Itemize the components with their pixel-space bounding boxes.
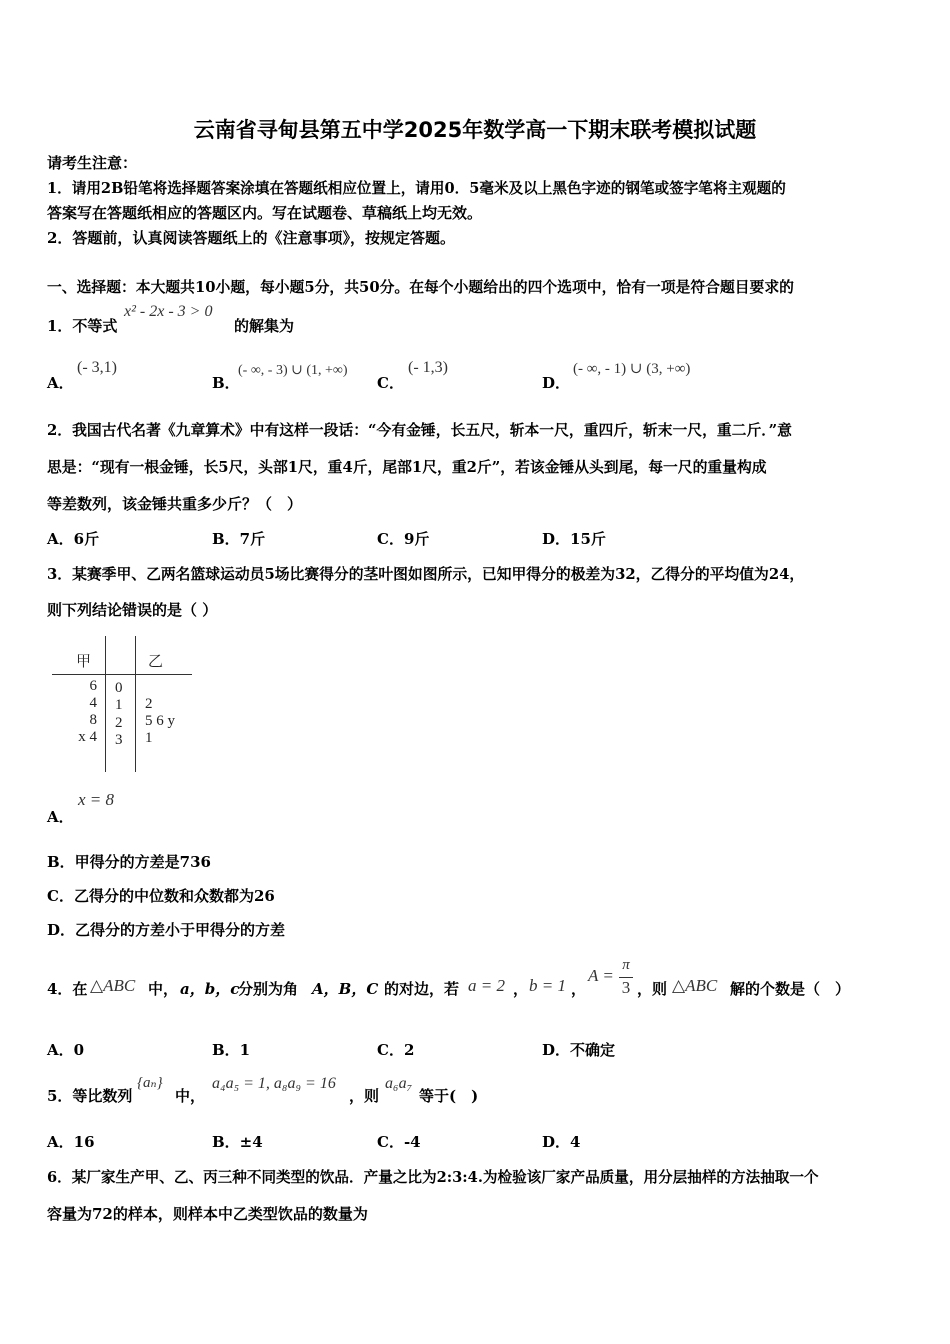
stem: 3 (115, 732, 123, 748)
q5-text-4: 等于( ) (419, 1087, 479, 1105)
notice-heading: 请考生注意： (47, 154, 138, 172)
stem: 0 (115, 680, 123, 696)
notice-line-1a: 1．请用2B铅笔将选择题答案涂填在答题纸相应位置上，请用0．5毫米及以上黑色字迹的钢笔或签字笔将主观题的 (47, 180, 786, 197)
q3-option-b[interactable]: B．甲得分的方差是736 (47, 853, 211, 871)
q1-label-d: D． (542, 374, 571, 392)
q4-three: 3 (621, 978, 631, 997)
q5-sequence: {aₙ} (137, 1075, 163, 1091)
q5-text-1: 5．等比数列 (47, 1087, 133, 1105)
notice-line-1b: 答案写在答题纸相应的答题区内。写在试题卷、草稿纸上均无效。 (47, 204, 483, 222)
stem-leaf-header-line (52, 674, 192, 675)
q4-eq-b: b = 1 (529, 976, 566, 995)
right-leaf: 2 (145, 696, 153, 712)
q2-option-d[interactable]: D．15斤 (542, 530, 606, 548)
q1-option-d[interactable]: (- ∞, - 1) ∪ (3, +∞) (573, 361, 691, 377)
q2-line-1: 2．我国古代名著《九章算术》中有这样一段话：“今有金锤，长五尺，斩本一尺，重四斤，斩末一尺，重二斤．”意 (47, 422, 792, 439)
q6-line-2: 容量为72的样本，则样本中乙类型饮品的数量为 (47, 1205, 368, 1223)
stem-leaf-divider-right (135, 636, 136, 772)
left-leaf: 6 (89, 678, 97, 694)
right-leaf: 5 6 y (145, 713, 175, 729)
q2-option-b[interactable]: B．7斤 (212, 530, 266, 548)
q5-option-c[interactable]: C．-4 (377, 1133, 421, 1151)
q4-text-6: 解的个数是（ ） (730, 980, 851, 998)
q4-abc: a，b，c (180, 980, 240, 998)
q1-option-a[interactable]: (- 3,1) (77, 359, 117, 376)
q3-line-1: 3．某赛季甲、乙两名篮球运动员5场比赛得分的茎叶图如图所示，已知甲得分的极差为32，乙得分的平均值为24， (47, 566, 805, 583)
q1-prefix: 1．不等式 (47, 317, 118, 335)
q4-option-a[interactable]: A．0 (47, 1041, 85, 1059)
q6-line-1: 6．某厂家生产甲、乙、丙三种不同类型的饮品．产量之比为2:3:4.为检验该厂家产品质量，用分层抽样的方法抽取一个 (47, 1169, 819, 1186)
q1-option-b[interactable]: (- ∞, - 3) ∪ (1, +∞) (238, 363, 348, 378)
q5-target: a₆a₇ (385, 1075, 413, 1092)
stem-leaf-left-header: 甲 (76, 654, 92, 670)
page-title: 云南省寻甸县第五中学2025年数学高一下期末联考模拟试题 (193, 118, 757, 142)
q1-option-c[interactable]: (- 1,3) (408, 359, 448, 376)
q5-line (47, 1075, 907, 1109)
notice-line-2: 2．答题前，认真阅读答题纸上的《注意事项》，按规定答题。 (47, 229, 455, 247)
q4-text-1: 4．在 (47, 980, 88, 998)
q4-option-c[interactable]: C．2 (377, 1041, 415, 1059)
q5-text-2: 中， (175, 1087, 206, 1105)
q1-inequality: x² - 2x - 3 > 0 (124, 303, 213, 320)
q5-option-d[interactable]: D．4 (542, 1133, 581, 1151)
q4-text-2: 中， (148, 980, 179, 998)
q4-triangle-abc: △ABC (90, 976, 136, 995)
section-heading: 一、选择题：本大题共10小题，每小题5分，共50分。在每个小题给出的四个选项中，恰有一项是符合题目要求的 (47, 279, 794, 296)
q5-condition: a₄a₅ = 1, a₈a₉ = 16 (212, 1075, 336, 1092)
q2-line-2: 思是：“现有一根金锤，长5尺，头部1尺，重4斤，尾部1尺，重2斤”，若该金锤从头到尾，每一尺的重量构成 (47, 459, 767, 476)
q5-option-a[interactable]: A．16 (47, 1133, 95, 1151)
q4-triangle-abc-2: △ABC (672, 976, 718, 995)
stem: 1 (115, 697, 123, 713)
q4-ABC: A，B，C (312, 980, 379, 998)
left-leaf: 4 (89, 695, 97, 711)
q4-comma-1: ， (513, 980, 529, 998)
left-leaf: 8 (89, 712, 97, 728)
q2-line-3: 等差数列，该金锤共重多少斤？（ ） (47, 495, 303, 513)
q1-label-a: A． (47, 374, 74, 392)
q4-line (47, 957, 907, 1002)
q4-text-4: 的对边，若 (384, 980, 460, 998)
right-leaf: 1 (145, 730, 153, 746)
q4-text-3: 分别为角 (238, 980, 299, 998)
q3-option-a[interactable]: x = 8 (78, 790, 115, 809)
q4-comma-2: ， (571, 980, 587, 998)
left-leaf: x 4 (78, 729, 97, 745)
q1-label-c: C． (377, 374, 404, 392)
q4-pi: π (622, 957, 630, 973)
stem-leaf-diagram (50, 636, 195, 776)
q3-option-c[interactable]: C．乙得分的中位数和众数都为26 (47, 887, 275, 905)
q1-suffix: 的解集为 (234, 317, 295, 335)
q2-option-a[interactable]: A．6斤 (47, 530, 100, 548)
q3-label-a: A． (47, 808, 74, 826)
q4-option-d[interactable]: D．不确定 (542, 1041, 616, 1059)
q4-eq-a: a = 2 (468, 976, 505, 995)
q1-label-b: B． (212, 374, 240, 392)
stem: 2 (115, 715, 123, 731)
q2-option-c[interactable]: C．9斤 (377, 530, 430, 548)
q4-text-5: ，则 (637, 980, 668, 998)
q3-line-2: 则下列结论错误的是（ ） (47, 601, 218, 619)
q4-option-b[interactable]: B．1 (212, 1041, 251, 1059)
q5-option-b[interactable]: B．±4 (212, 1133, 263, 1151)
q5-text-3: ，则 (349, 1087, 380, 1105)
q4-eq-A: A = (588, 966, 614, 985)
q3-option-d[interactable]: D．乙得分的方差小于甲得分的方差 (47, 921, 286, 939)
stem-leaf-right-header: 乙 (148, 654, 164, 670)
stem-leaf-divider-left (105, 636, 106, 772)
